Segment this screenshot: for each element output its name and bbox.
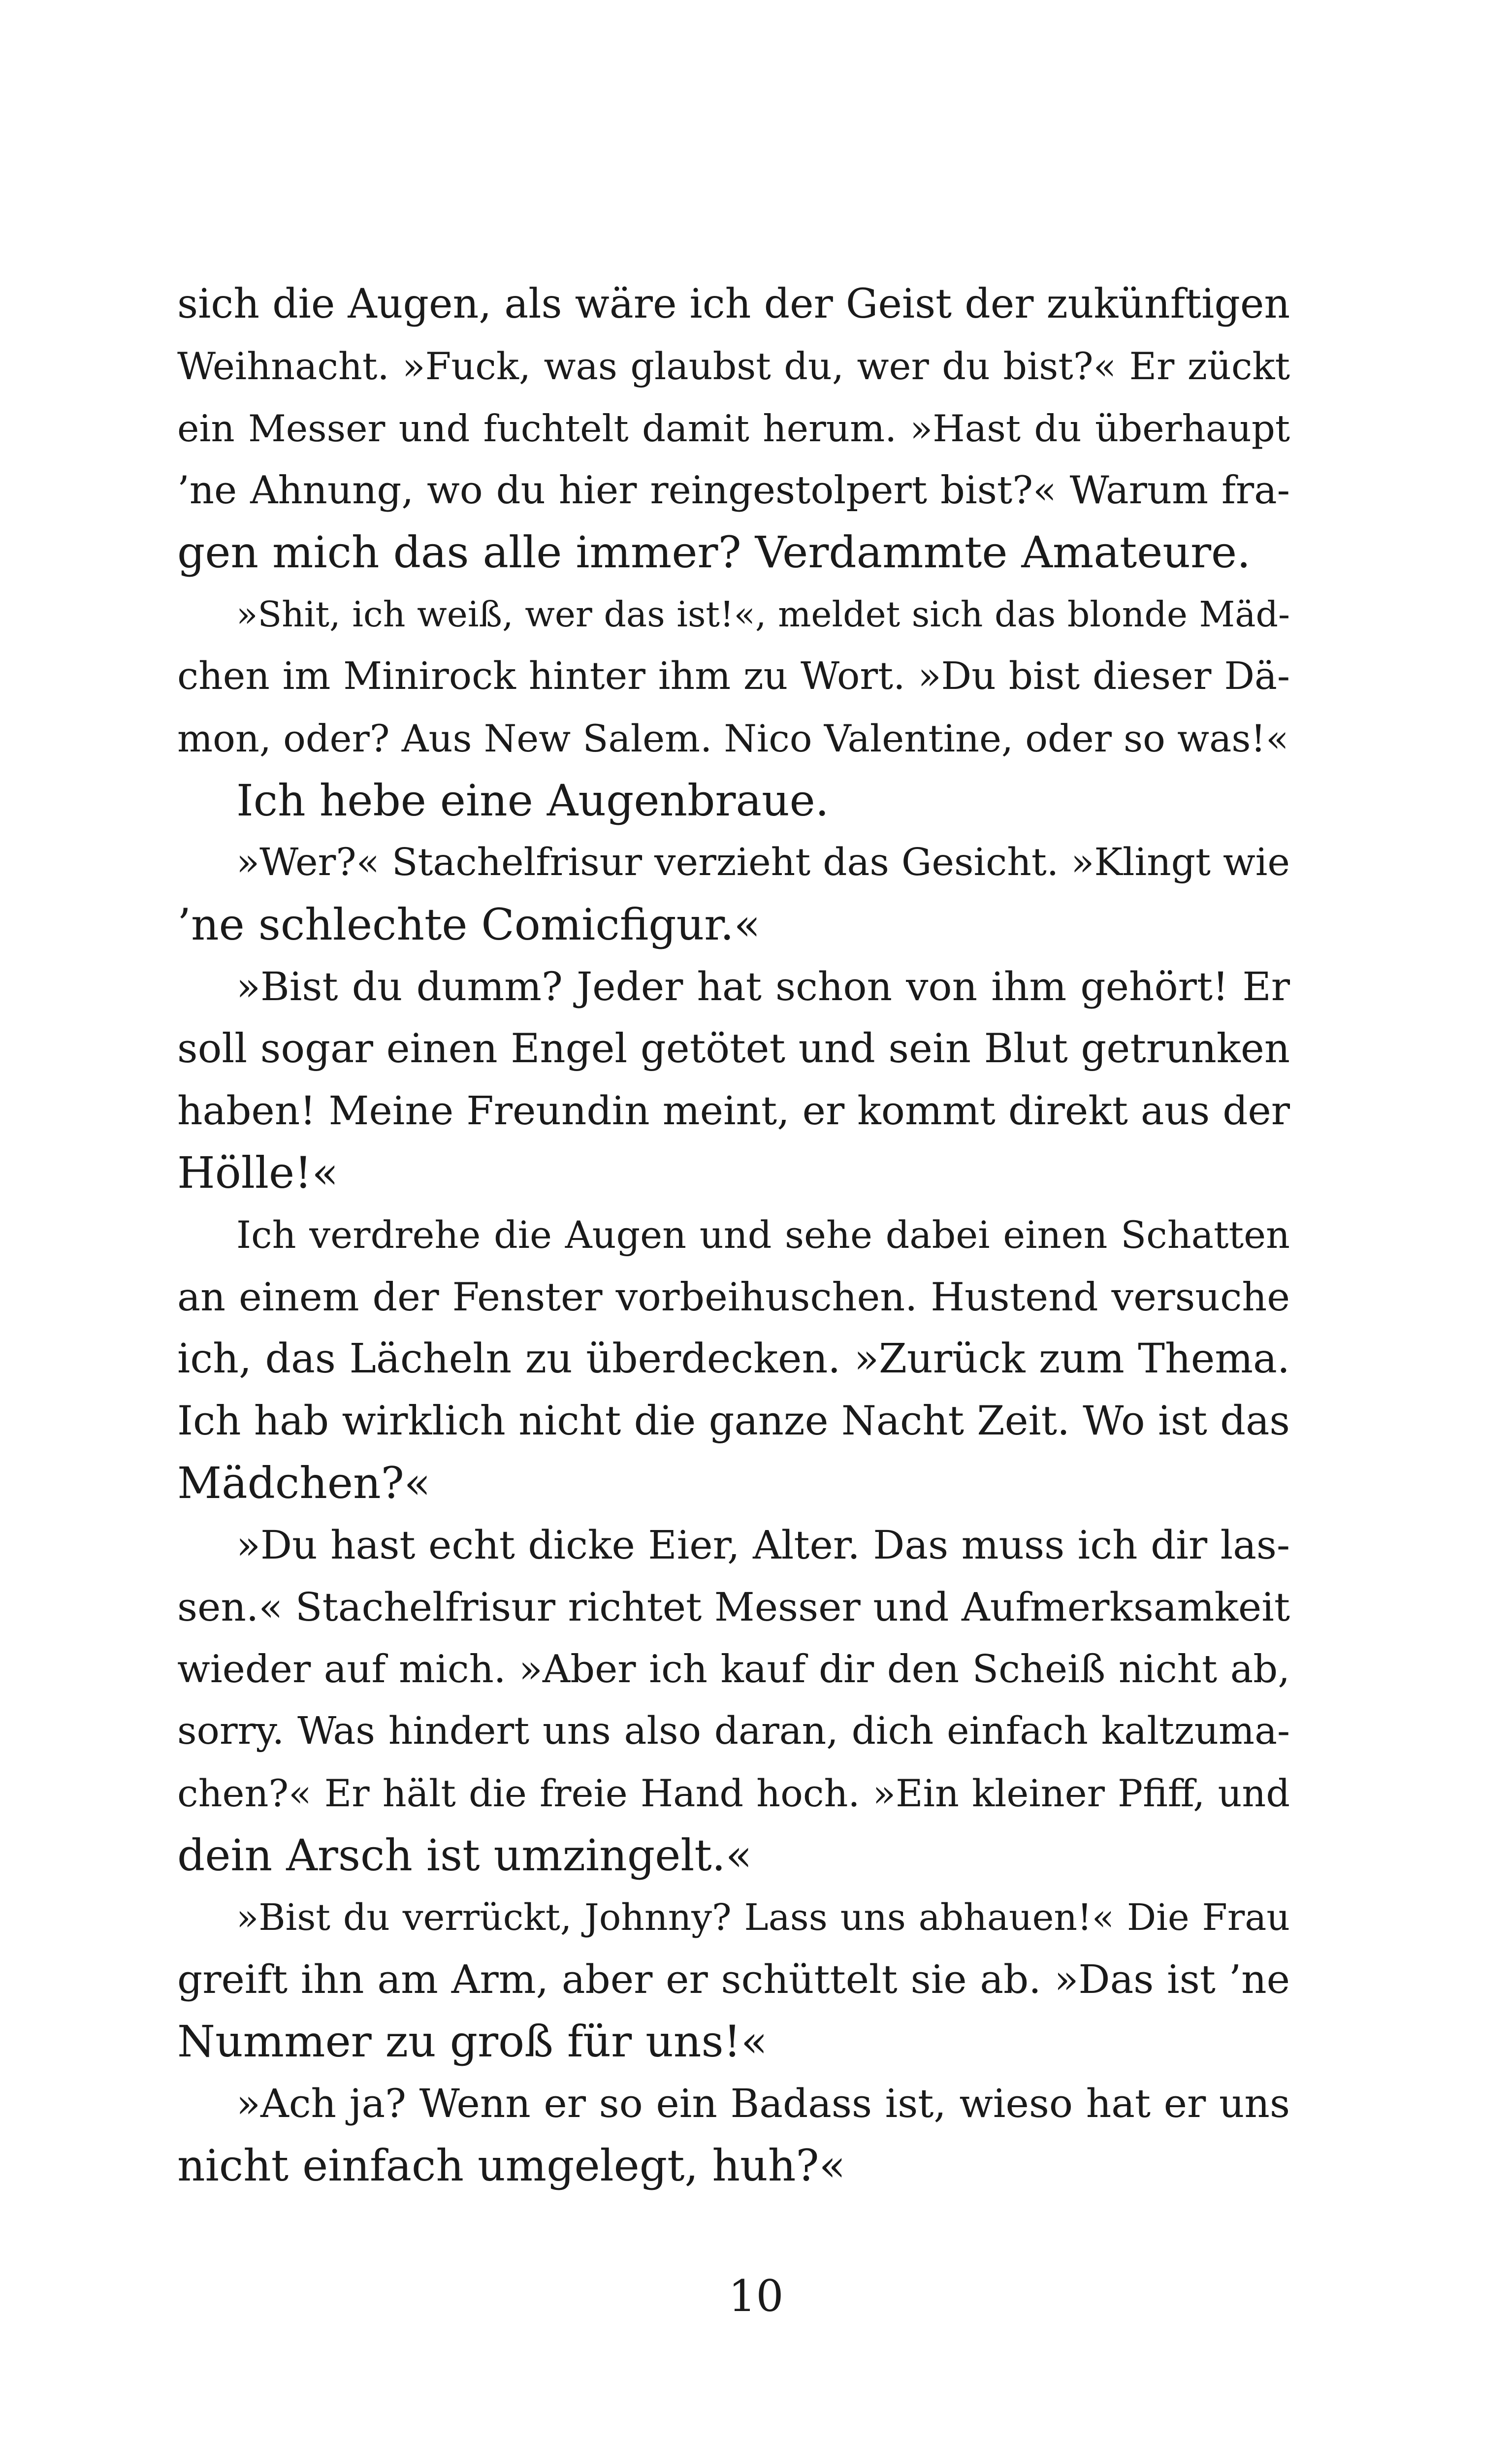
text-line: haben! Meine Freundin meint, er kommt direkt aus der: [177, 1088, 1290, 1134]
text-line: wieder auf mich. »Aber ich kauf dir den Scheiß nicht ab,: [177, 1647, 1290, 1692]
text-line: »Bist du verrückt, Johnny? Lass uns abhauen!« Die Frau: [236, 1896, 1290, 1939]
text-line: Weihnacht. »Fuck, was glaubst du, wer du bist?« Er zückt: [177, 344, 1290, 388]
text-line: »Ach ja? Wenn er so ein Badass ist, wieso hat er uns: [236, 2081, 1290, 2126]
text-line: nicht einfach umgelegt, huh?«: [177, 2140, 846, 2191]
text-line: Ich verdrehe die Augen und sehe dabei einen Schatten: [236, 1213, 1290, 1257]
text-line: ’ne schlechte Comicfigur.«: [177, 899, 761, 950]
text-line: soll sogar einen Engel getötet und sein Blut getrunken: [177, 1026, 1290, 1072]
text-line: ich, das Lächeln zu überdecken. »Zurück zum Thema.: [177, 1336, 1290, 1382]
text-line: chen im Minirock hinter ihm zu Wort. »Du bist dieser Dä-: [177, 654, 1290, 698]
text-line: ’ne Ahnung, wo du hier reingestolpert bist?« Warum fra-: [177, 468, 1290, 513]
text-line: an einem der Fenster vorbeihuschen. Hustend versuche: [177, 1274, 1290, 1320]
text-line: greift ihn am Arm, aber er schüttelt sie ab. »Das ist ’ne: [177, 1956, 1290, 2002]
text-line: Hölle!«: [177, 1147, 339, 1198]
text-line: sich die Augen, als wäre ich der Geist der zukünftigen: [177, 281, 1290, 327]
text-line: »Wer?« Stachelfrisur verzieht das Gesicht. »Klingt wie: [236, 841, 1290, 884]
text-line: Nummer zu groß für uns!«: [177, 2016, 768, 2067]
text-line: chen?« Er hält die freie Hand hoch. »Ein kleiner Pfiff, und: [177, 1771, 1290, 1815]
text-line: sen.« Stachelfrisur richtet Messer und Aufmerksamkeit: [177, 1584, 1290, 1630]
text-line: gen mich das alle immer? Verdammte Amateure.: [177, 527, 1251, 578]
text-line: sorry. Was hindert uns also daran, dich einfach kaltzuma-: [177, 1709, 1290, 1753]
text-line: Ich hebe eine Augenbraue.: [236, 775, 829, 826]
text-line: mon, oder? Aus New Salem. Nico Valentine, oder so was!«: [177, 717, 1289, 760]
text-line: Ich hab wirklich nicht die ganze Nacht Zeit. Wo ist das: [177, 1398, 1290, 1444]
text-line: »Du hast echt dicke Eier, Alter. Das muss ich dir las-: [236, 1522, 1290, 1568]
text-line: »Bist du dumm? Jeder hat schon von ihm gehört! Er: [236, 964, 1290, 1010]
text-line: »Shit, ich weiß, wer das ist!«, meldet sich das blonde Mäd-: [236, 594, 1290, 635]
text-line: ein Messer und fuchtelt damit herum. »Hast du überhaupt: [177, 407, 1290, 450]
text-line: dein Arsch ist umzingelt.«: [177, 1830, 752, 1881]
page-number: 10: [728, 2271, 784, 2321]
text-line: Mädchen?«: [177, 1458, 431, 1508]
